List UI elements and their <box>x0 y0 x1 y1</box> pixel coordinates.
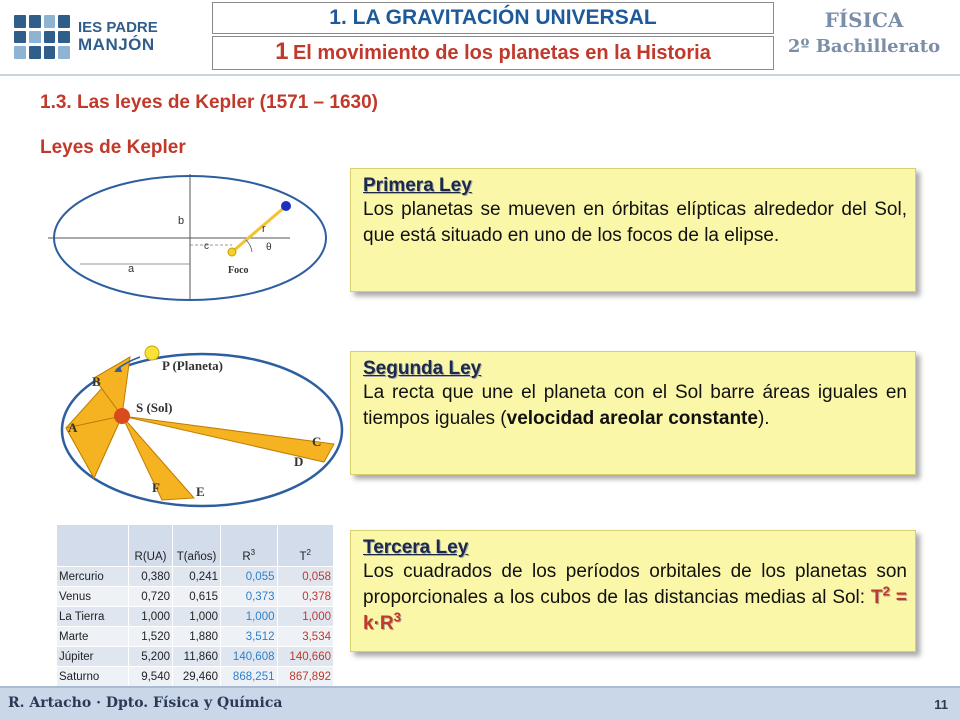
title-box <box>212 2 774 70</box>
cell-planet: Saturno <box>57 667 129 687</box>
label-A: A <box>68 420 78 435</box>
label-c: c <box>204 241 209 252</box>
table-row <box>57 667 334 687</box>
cell-r3: 0,373 <box>221 587 278 607</box>
cell-radius: 1,000 <box>129 607 173 627</box>
cell-planet: Venus <box>57 587 129 607</box>
subject-label <box>780 6 948 70</box>
label-D: D <box>294 454 304 469</box>
label-E: E <box>196 484 205 499</box>
logo-grid-icon <box>14 15 70 59</box>
second-law-bold: velocidad areolar constante <box>506 408 758 429</box>
cell-t2: 0,058 <box>277 567 334 587</box>
lesson-title-text: El movimiento de los planetas en la Historia <box>292 42 711 64</box>
cell-t2: 140,660 <box>277 647 334 667</box>
cell-radius: 9,540 <box>129 667 173 687</box>
cell-t2: 0,378 <box>277 587 334 607</box>
cell-r3: 868,251 <box>221 667 278 687</box>
label-sun: S (Sol) <box>136 400 173 415</box>
cell-period: 0,615 <box>173 587 221 607</box>
slide-footer <box>0 686 960 720</box>
col-header-planet <box>57 525 129 567</box>
cell-period: 1,880 <box>173 627 221 647</box>
label-theta: θ <box>266 242 272 253</box>
lesson-title <box>212 36 774 70</box>
subject-name: FÍSICA <box>824 8 904 32</box>
cell-planet: Marte <box>57 627 129 647</box>
label-r: r <box>262 223 266 235</box>
cell-planet: Júpiter <box>57 647 129 667</box>
col-header-period: T(años) <box>173 525 221 567</box>
second-law-box <box>350 351 916 475</box>
table-header-row <box>57 525 334 567</box>
first-law-box <box>350 168 916 292</box>
planet-icon <box>145 346 159 360</box>
table-row <box>57 647 334 667</box>
area-law-diagram <box>54 340 350 508</box>
cell-t2: 1,000 <box>277 607 334 627</box>
label-planet: P (Planeta) <box>162 358 224 373</box>
label-a: a <box>128 263 135 275</box>
slide-header <box>0 0 960 76</box>
page-number: 11 <box>934 697 948 712</box>
school-logo <box>14 4 214 70</box>
cell-planet: Mercurio <box>57 567 129 587</box>
cell-period: 11,860 <box>173 647 221 667</box>
cell-t2: 3,534 <box>277 627 334 647</box>
cell-period: 29,460 <box>173 667 221 687</box>
second-law-text: La recta que une el planeta con el Sol barre áreas iguales en tiempos iguales ( <box>363 382 907 429</box>
logo-line1: IES PADRE <box>78 19 158 37</box>
course-name: 2º Bachillerato <box>787 36 941 57</box>
label-F: F <box>152 480 160 495</box>
ellipse-orbit-diagram <box>40 172 330 302</box>
third-law-title: Tercera Ley <box>363 537 469 558</box>
cell-period: 0,241 <box>173 567 221 587</box>
third-law-formula: $T^2 = k\cdot R^3$ <box>363 583 908 634</box>
first-law-title: Primera Ley <box>363 175 472 196</box>
cell-r3: 1,000 <box>221 607 278 627</box>
first-law-text: Los planetas se mueven en órbitas elípticas alrededor del Sol, que está situado en uno de los focos de la elipse. <box>363 199 907 246</box>
cell-radius: 0,380 <box>129 567 173 587</box>
lesson-number: 1 <box>275 38 289 65</box>
cell-r3: 3,512 <box>221 627 278 647</box>
planet-dot <box>281 201 291 211</box>
section-heading: 1.3. Las leyes de Kepler (1571 – 1630) <box>40 92 378 113</box>
unit-title: 1. LA GRAVITACIÓN UNIVERSAL <box>212 2 774 34</box>
table-row <box>57 587 334 607</box>
table-row <box>57 607 334 627</box>
label-B: B <box>92 374 101 389</box>
table-row <box>57 627 334 647</box>
third-law-box <box>350 530 916 652</box>
cell-planet: La Tierra <box>57 607 129 627</box>
col-header-radius: R(UA) <box>129 525 173 567</box>
label-C: C <box>312 434 322 449</box>
col-header-r3: $R^3$ <box>221 525 278 567</box>
table-row <box>57 567 334 587</box>
cell-r3: 140,608 <box>221 647 278 667</box>
logo-line2: MANJÓN <box>78 34 155 54</box>
focus-point <box>228 248 236 256</box>
second-law-text-end: ). <box>757 408 770 429</box>
cell-period: 1,000 <box>173 607 221 627</box>
third-law-text: Los cuadrados de los períodos orbitales de los planetas son proporcionales a los cubos de las distancias medias al Sol: <box>363 561 907 608</box>
kepler-data-table <box>56 524 334 684</box>
theta-arc <box>246 240 252 252</box>
radius-vector <box>232 206 286 252</box>
second-law-title: Segunda Ley <box>363 358 482 379</box>
col-header-t2: $T^2$ <box>277 525 334 567</box>
header-divider <box>0 74 960 76</box>
subheading: Leyes de Kepler <box>40 137 186 158</box>
cell-r3: 0,055 <box>221 567 278 587</box>
footer-author: R. Artacho · Dpto. Física y Química <box>8 695 283 711</box>
label-focus: Foco <box>228 265 249 276</box>
cell-t2: 867,892 <box>277 667 334 687</box>
cell-radius: 0,720 <box>129 587 173 607</box>
sun-icon <box>114 408 130 424</box>
label-b: b <box>178 215 185 227</box>
cell-radius: 1,520 <box>129 627 173 647</box>
cell-radius: 5,200 <box>129 647 173 667</box>
